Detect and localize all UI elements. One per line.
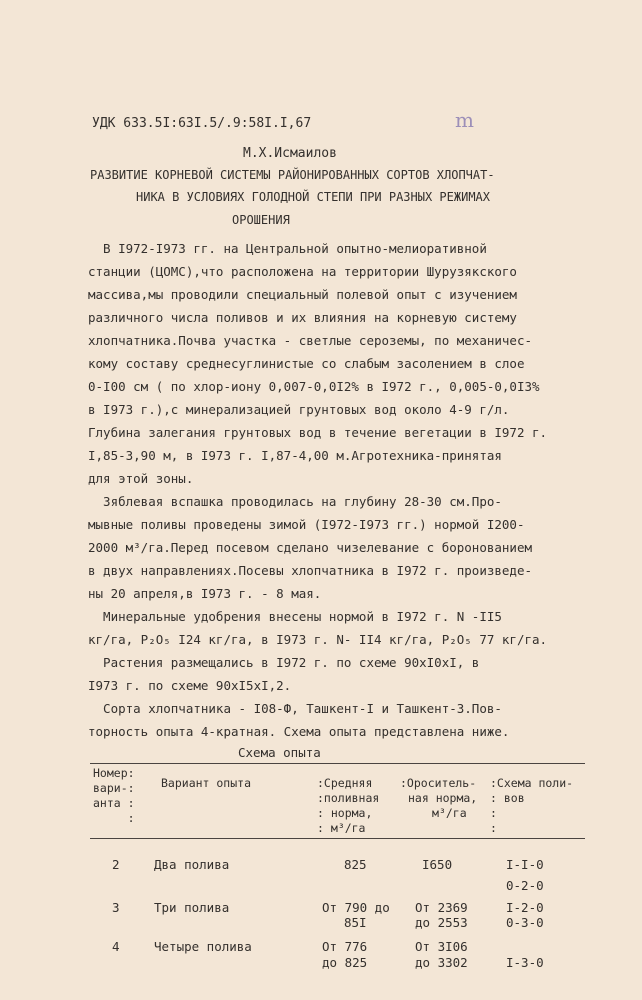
udk-code: УДК 633.5I:63I.5/.9:58I.I,67: [92, 116, 312, 131]
header-irrigation-norm: :Ороситель-: [400, 776, 477, 790]
header-number: Номер:: [93, 766, 135, 780]
header-number: :: [93, 811, 135, 825]
body-line: для этой зоны.: [88, 471, 194, 486]
table-cell-avg-norm: От 790 до: [322, 900, 390, 915]
table-top-rule: [90, 763, 585, 764]
header-scheme: :: [490, 821, 497, 835]
table-cell-avg-norm: до 825: [322, 955, 368, 970]
table-cell-irrigation-norm: до 3302: [415, 955, 468, 970]
body-line: в двух направлениях.Посевы хлопчатника в I972 г. произведе-: [88, 563, 533, 578]
body-line: хлопчатника.Почва участка - светлые сероземы, по механичес-: [88, 333, 533, 348]
header-scheme: :: [490, 806, 497, 820]
body-line: Зяблевая вспашка проводилась на глубину 28-30 см.Про-: [88, 494, 502, 509]
table-cell-avg-norm: 825: [344, 857, 367, 872]
body-line: I,85-3,90 м, в I973 г. I,87-4,00 м.Агротехника-принятая: [88, 448, 502, 463]
body-line: ны 20 апреля,в I973 г. - 8 мая.: [88, 586, 322, 601]
header-scheme: : вов: [490, 791, 525, 805]
table-cell-scheme: I-I-0: [506, 857, 544, 872]
header-avg-norm: : норма,: [317, 806, 373, 820]
table-cell-scheme: 0-3-0: [506, 915, 544, 930]
table-cell-irrigation-norm: От 3I06: [415, 939, 468, 954]
body-line: кому составу среднесуглинистые со слабым засолением в слое: [88, 356, 525, 371]
header-variant: Вариант опыта: [161, 776, 252, 790]
title-line: ОРОШЕНИЯ: [232, 213, 290, 227]
title-line: РАЗВИТИЕ КОРНЕВОЙ СИСТЕМЫ РАЙОНИРОВАННЫХ СОРТОВ ХЛОПЧАТ-: [90, 168, 495, 182]
header-irrigation-norm: м³/га: [432, 806, 467, 820]
body-line: станции (ЦОМС),что расположена на территории Шурузякского: [88, 264, 517, 279]
body-line: Минеральные удобрения внесены нормой в I972 г. N -II5: [88, 609, 502, 624]
body-line: I973 г. по схеме 90хI5хI,2.: [88, 678, 292, 693]
table-cell-number: 3: [112, 900, 120, 915]
header-number: анта :: [93, 796, 135, 810]
body-line: 2000 м³/га.Перед посевом сделано чизелевание с боронованием: [88, 540, 533, 555]
table-cell-scheme: I-3-0: [506, 955, 544, 970]
table-cell-irrigation-norm: От 2369: [415, 900, 468, 915]
body-line: Глубина залегания грунтовых вод в течение вегетации в I972 г.: [88, 425, 548, 440]
handwritten-mark: m: [455, 108, 474, 132]
table-cell-avg-norm: От 776: [322, 939, 368, 954]
author-name: М.Х.Исмаилов: [243, 146, 337, 161]
body-line: Растения размещались в I972 г. по схеме 90хI0хI, в: [88, 655, 480, 670]
body-line: различного числа поливов и их влияния на корневую систему: [88, 310, 517, 325]
body-line: в I973 г.),с минерализацией грунтовых вод около 4-9 г/л.: [88, 402, 510, 417]
table-cell-avg-norm: 85I: [344, 915, 367, 930]
table-cell-scheme: I-2-0: [506, 900, 544, 915]
header-scheme: :Схема поли-: [490, 776, 574, 790]
header-avg-norm: :Средняя: [317, 776, 373, 790]
table-cell-variant: Четыре полива: [154, 939, 252, 954]
table-cell-variant: Три полива: [154, 900, 230, 915]
title-line: НИКА В УСЛОВИЯХ ГОЛОДНОЙ СТЕПИ ПРИ РАЗНЫХ РЕЖИМАХ: [136, 190, 491, 204]
header-avg-norm: : м³/га: [317, 821, 366, 835]
table-header-rule: [90, 838, 585, 839]
table-cell-irrigation-norm: I650: [422, 857, 453, 872]
table-caption: Схема опыта: [238, 745, 321, 760]
body-line: мывные поливы проведены зимой (I972-I973 гг.) нормой I200-: [88, 517, 525, 532]
body-line: Сорта хлопчатника - I08-Ф, Ташкент-I и Ташкент-3.Пов-: [88, 701, 502, 716]
body-line: В I972-I973 гг. на Центральной опытно-мелиоративной: [88, 241, 487, 256]
table-cell-irrigation-norm: до 2553: [415, 915, 468, 930]
table-cell-number: 2: [112, 857, 120, 872]
body-line: массива,мы проводили специальный полевой опыт с изучением: [88, 287, 517, 302]
body-line: кг/га, P₂O₅ I24 кг/га, в I973 г. N- II4 кг/га, P₂O₅ 77 кг/га.: [88, 632, 548, 647]
header-irrigation-norm: ная норма,: [408, 791, 478, 805]
header-avg-norm: :поливная: [317, 791, 380, 805]
body-line: 0-I00 см ( по хлор-иону 0,007-0,0I2% в I972 г., 0,005-0,0I3%: [88, 379, 540, 394]
table-cell-number: 4: [112, 939, 120, 954]
table-cell-variant: Два полива: [154, 857, 230, 872]
table-cell-scheme: 0-2-0: [506, 878, 544, 893]
body-line: торность опыта 4-кратная. Схема опыта представлена ниже.: [88, 724, 510, 739]
header-number: вари-:: [93, 781, 135, 795]
